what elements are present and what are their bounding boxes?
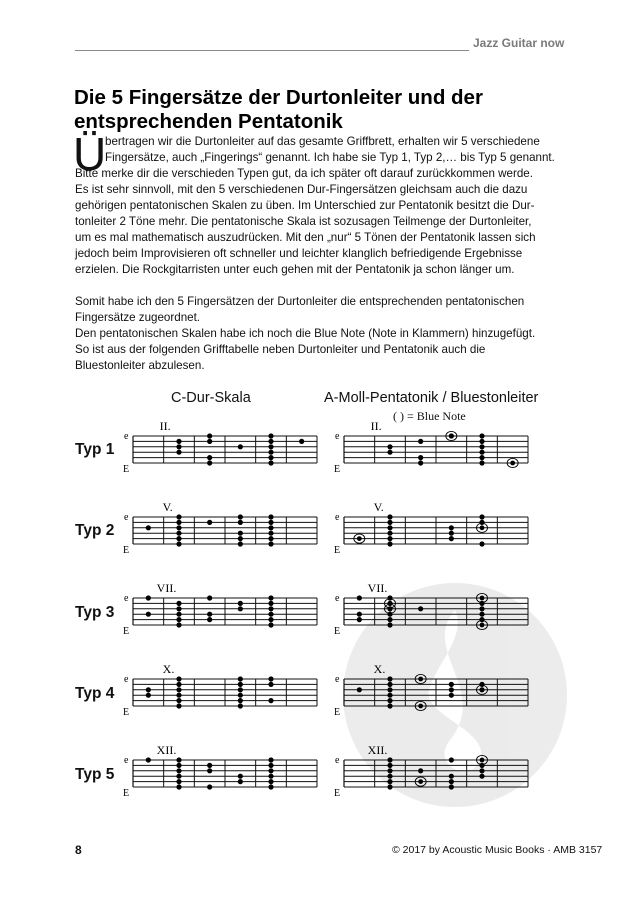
note-dot <box>479 617 484 622</box>
note-dot <box>268 774 273 779</box>
note-dot <box>387 768 392 773</box>
intro-line: jedoch beim Improvisieren oft schneller und leichter klanglich befriedigende Ergebnisse <box>75 247 523 260</box>
note-dot <box>449 687 454 692</box>
note-dot <box>268 601 273 606</box>
note-dot <box>449 531 454 536</box>
position-marker: XII. <box>156 743 177 757</box>
note-dot <box>268 460 273 465</box>
note-dot <box>176 774 181 779</box>
note-dot <box>207 460 212 465</box>
note-dot <box>387 450 392 455</box>
note-dot <box>176 606 181 611</box>
note-dot <box>146 757 151 762</box>
note-dot <box>207 520 212 525</box>
note-dot <box>387 687 392 692</box>
low-e-string-label: E <box>334 626 341 637</box>
note-dot <box>176 612 181 617</box>
note-dot <box>479 520 484 525</box>
note-dot <box>268 455 273 460</box>
position-marker: X. <box>162 662 175 676</box>
note-dot <box>449 779 454 784</box>
intro-line: erzielen. Die Rockgitarristen unter euch gehen mit der Pentatonik ja schon länger um. <box>75 263 515 276</box>
low-e-string-label: E <box>123 707 130 718</box>
note-dot <box>176 439 181 444</box>
note-dot <box>238 606 243 611</box>
blue-note-dot <box>480 525 485 530</box>
note-dot <box>268 622 273 627</box>
note-dot <box>268 525 273 530</box>
note-dot <box>418 460 423 465</box>
title-line-2: entsprechenden Pentatonik <box>74 110 343 133</box>
note-dot <box>238 601 243 606</box>
note-dot <box>387 774 392 779</box>
high-e-string-label: e <box>124 431 129 442</box>
note-dot <box>176 757 181 762</box>
note-dot <box>387 520 392 525</box>
note-dot <box>176 768 181 773</box>
note-dot <box>299 439 304 444</box>
note-dot <box>207 439 212 444</box>
note-dot <box>238 444 243 449</box>
high-e-string-label: e <box>124 512 129 523</box>
typ-3-label: Typ 3 <box>75 604 115 621</box>
note-dot <box>268 444 273 449</box>
page-number: 8 <box>75 843 82 857</box>
note-dot <box>146 525 151 530</box>
intro-line: tonleiter 2 Töne mehr. Die pentatonische Skala ist sozusagen Teilmenge der Durtonleiter, <box>75 215 532 228</box>
high-e-string-label: e <box>335 431 340 442</box>
note-dot <box>268 698 273 703</box>
intro-line: gehörigen pentatonischen Skalen zu üben. Im Unterschied zur Pentatonik besitzt die Dur- <box>75 199 535 212</box>
note-dot <box>176 676 181 681</box>
note-dot <box>449 525 454 530</box>
note-dot <box>418 768 423 773</box>
note-dot <box>176 514 181 519</box>
note-dot <box>449 536 454 541</box>
typ-5-label: Typ 5 <box>75 766 115 783</box>
note-dot <box>387 595 392 600</box>
high-e-string-label: e <box>124 755 129 766</box>
note-dot <box>176 520 181 525</box>
note-dot <box>207 433 212 438</box>
note-dot <box>238 520 243 525</box>
note-dot <box>238 676 243 681</box>
note-dot <box>479 682 484 687</box>
note-dot <box>268 536 273 541</box>
note-dot <box>418 606 423 611</box>
para2-line: Fingersätze zugeordnet. <box>75 311 201 324</box>
note-dot <box>418 455 423 460</box>
note-dot <box>449 757 454 762</box>
note-dot <box>268 757 273 762</box>
blue-note-dot <box>388 606 393 611</box>
note-dot <box>479 439 484 444</box>
intro-line: Bitte merke dir die verschieden Typen gut, da ich später oft darauf zurückkommen werde. <box>75 167 533 180</box>
intro-line: um es mal mathematisch auszudrücken. Mit den „nur“ 5 Tönen der Pentatonik lassen sich <box>75 231 536 244</box>
note-dot <box>238 693 243 698</box>
note-dot <box>238 541 243 546</box>
high-e-string-label: e <box>335 593 340 604</box>
pentatonic-heading: A-Moll-Pentatonik / Bluestonleiter <box>324 390 539 406</box>
note-dot <box>176 693 181 698</box>
note-dot <box>479 606 484 611</box>
position-marker: II. <box>159 419 171 433</box>
note-dot <box>238 514 243 519</box>
note-dot <box>146 612 151 617</box>
note-dot <box>479 514 484 519</box>
note-dot <box>176 617 181 622</box>
note-dot <box>268 520 273 525</box>
note-dot <box>146 595 151 600</box>
note-dot <box>357 612 362 617</box>
note-dot <box>268 612 273 617</box>
note-dot <box>268 595 273 600</box>
note-dot <box>268 676 273 681</box>
note-dot <box>449 693 454 698</box>
note-dot <box>449 682 454 687</box>
note-dot <box>387 531 392 536</box>
note-dot <box>176 622 181 627</box>
note-dot <box>176 531 181 536</box>
note-dot <box>146 687 151 692</box>
note-dot <box>387 703 392 708</box>
note-dot <box>238 703 243 708</box>
note-dot <box>479 768 484 773</box>
note-dot <box>176 450 181 455</box>
note-dot <box>176 444 181 449</box>
note-dot <box>387 444 392 449</box>
low-e-string-label: E <box>334 545 341 556</box>
low-e-string-label: E <box>123 626 130 637</box>
note-dot <box>207 763 212 768</box>
note-dot <box>238 531 243 536</box>
blue-note-dot <box>418 779 423 784</box>
typ-1-label: Typ 1 <box>75 441 115 458</box>
note-dot <box>387 682 392 687</box>
note-dot <box>387 514 392 519</box>
note-dot <box>146 693 151 698</box>
note-dot <box>357 617 362 622</box>
note-dot <box>387 698 392 703</box>
position-marker: VII. <box>367 581 388 595</box>
note-dot <box>238 687 243 692</box>
low-e-string-label: E <box>334 707 341 718</box>
blue-note-dot <box>449 434 454 439</box>
note-dot <box>479 450 484 455</box>
typ-4-label: Typ 4 <box>75 685 115 702</box>
intro-line: Es ist sehr sinnvoll, mit den 5 verschiedenen Dur-Fingersätzen gleichsam auch die dazu <box>75 183 528 196</box>
note-dot <box>207 455 212 460</box>
note-dot <box>238 536 243 541</box>
note-dot <box>387 536 392 541</box>
blue-note-dot <box>510 461 515 466</box>
note-dot <box>268 763 273 768</box>
high-e-string-label: e <box>124 674 129 685</box>
low-e-string-label: E <box>123 545 130 556</box>
note-dot <box>387 779 392 784</box>
note-dot <box>176 682 181 687</box>
high-e-string-label: e <box>335 512 340 523</box>
note-dot <box>479 601 484 606</box>
note-dot <box>268 450 273 455</box>
note-dot <box>268 531 273 536</box>
note-dot <box>387 757 392 762</box>
note-dot <box>268 433 273 438</box>
note-dot <box>479 774 484 779</box>
drop-cap: Ü <box>73 128 107 180</box>
note-dot <box>268 439 273 444</box>
note-dot <box>176 784 181 789</box>
copyright-notice: © 2017 by Acoustic Music Books · AMB 3157 <box>392 844 603 856</box>
note-dot <box>238 682 243 687</box>
note-dot <box>418 439 423 444</box>
low-e-string-label: E <box>123 788 130 799</box>
blue-note-dot <box>418 704 423 709</box>
note-dot <box>479 460 484 465</box>
note-dot <box>268 514 273 519</box>
note-dot <box>449 774 454 779</box>
low-e-string-label: E <box>123 464 130 475</box>
note-dot <box>268 617 273 622</box>
note-dot <box>207 784 212 789</box>
intro-line: bertragen wir die Durtonleiter auf das gesamte Griffbrett, erhalten wir 5 verschiedene <box>105 135 540 148</box>
note-dot <box>479 455 484 460</box>
note-dot <box>387 676 392 681</box>
note-dot <box>268 768 273 773</box>
para2-line: Den pentatonischen Skalen habe ich noch die Blue Note (Note in Klammern) hinzugefügt. <box>75 327 536 340</box>
position-marker: V. <box>162 500 173 514</box>
intro-line: Fingersätze, auch „Fingerings“ genannt. Ich habe sie Typ 1, Typ 2,… bis Typ 5 genannt. <box>105 151 555 164</box>
blue-note-dot <box>418 677 423 682</box>
note-dot <box>176 687 181 692</box>
blue-note-dot <box>480 758 485 763</box>
note-dot <box>479 444 484 449</box>
blue-note-dot <box>480 623 485 628</box>
note-dot <box>176 779 181 784</box>
note-dot <box>238 779 243 784</box>
note-dot <box>176 763 181 768</box>
low-e-string-label: E <box>334 788 341 799</box>
title-line-1: Die 5 Fingersätze der Durtonleiter und der <box>74 86 483 109</box>
note-dot <box>387 784 392 789</box>
note-dot <box>387 541 392 546</box>
blue-note-dot <box>388 601 393 606</box>
position-marker: X. <box>373 662 386 676</box>
note-dot <box>176 601 181 606</box>
note-dot <box>238 698 243 703</box>
high-e-string-label: e <box>124 593 129 604</box>
note-dot <box>176 525 181 530</box>
typ-2-label: Typ 2 <box>75 522 115 539</box>
note-dot <box>268 779 273 784</box>
note-dot <box>238 774 243 779</box>
note-dot <box>176 536 181 541</box>
high-e-string-label: e <box>335 674 340 685</box>
note-dot <box>268 541 273 546</box>
blue-note-dot <box>480 687 485 692</box>
para2-line: Bluestonleiter abzulesen. <box>75 359 205 372</box>
note-dot <box>479 612 484 617</box>
low-e-string-label: E <box>334 464 341 475</box>
note-dot <box>176 541 181 546</box>
note-dot <box>357 595 362 600</box>
major-scale-heading: C-Dur-Skala <box>171 390 251 406</box>
note-dot <box>387 617 392 622</box>
note-dot <box>387 622 392 627</box>
note-dot <box>357 687 362 692</box>
running-header: Jazz Guitar now <box>473 36 565 50</box>
note-dot <box>387 525 392 530</box>
note-dot <box>479 763 484 768</box>
note-dot <box>479 433 484 438</box>
blue-note-legend: ( ) = Blue Note <box>393 409 466 423</box>
note-dot <box>207 617 212 622</box>
note-dot <box>207 612 212 617</box>
note-dot <box>387 693 392 698</box>
blue-note-dot <box>480 596 485 601</box>
note-dot <box>176 698 181 703</box>
position-marker: II. <box>370 419 382 433</box>
note-dot <box>268 682 273 687</box>
para2-line: So ist aus der folgenden Grifftabelle neben Durtonleiter und Pentatonik auch die <box>75 343 486 356</box>
note-dot <box>387 612 392 617</box>
position-marker: VII. <box>156 581 177 595</box>
note-dot <box>268 606 273 611</box>
blue-note-dot <box>357 536 362 541</box>
high-e-string-label: e <box>335 755 340 766</box>
note-dot <box>479 541 484 546</box>
note-dot <box>449 784 454 789</box>
note-dot <box>207 768 212 773</box>
note-dot <box>176 703 181 708</box>
note-dot <box>387 763 392 768</box>
note-dot <box>207 595 212 600</box>
position-marker: V. <box>373 500 384 514</box>
para2-line: Somit habe ich den 5 Fingersätzen der Durtonleiter die entsprechenden pentatonischen <box>75 295 525 308</box>
note-dot <box>268 784 273 789</box>
position-marker: XII. <box>367 743 388 757</box>
